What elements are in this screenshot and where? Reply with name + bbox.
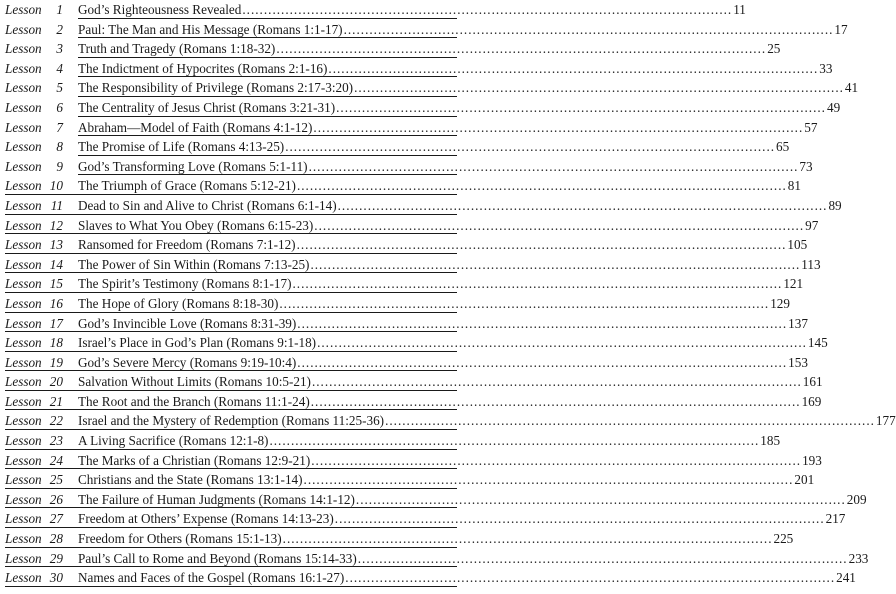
underline-rule	[5, 370, 457, 371]
lesson-number: 25	[49, 472, 63, 488]
lesson-title[interactable]: The Triumph of Grace (Romans 5:12-21)	[78, 178, 296, 194]
lesson-title[interactable]: God’s Righteousness Revealed	[78, 2, 242, 17]
toc-entry[interactable]	[5, 294, 790, 314]
page-number: 217	[825, 511, 846, 527]
toc-entry[interactable]	[5, 509, 846, 529]
toc-entry[interactable]	[5, 353, 808, 373]
toc-entry[interactable]	[5, 0, 746, 20]
page-number: 121	[783, 276, 804, 292]
lesson-word: Lesson	[5, 354, 42, 370]
lesson-number: 12	[49, 217, 63, 233]
page-number: 193	[802, 452, 822, 468]
page-number: 233	[848, 550, 869, 566]
toc-entry[interactable]	[5, 392, 822, 412]
lesson-title[interactable]: The Centrality of Jesus Christ (Romans 3:21-31)	[78, 99, 336, 115]
underline-rule	[78, 57, 457, 58]
underline-rule	[5, 547, 457, 548]
lesson-word: Lesson	[5, 491, 42, 507]
lesson-word: Lesson	[5, 197, 42, 213]
toc-entry[interactable]	[5, 255, 821, 275]
underline-rule	[5, 488, 457, 489]
page-number: 17	[834, 21, 848, 37]
lesson-word: Lesson	[5, 570, 42, 586]
underline-rule	[78, 174, 457, 175]
underline-rule	[5, 429, 457, 430]
lesson-title[interactable]: The Hope of Glory (Romans 8:18-30)	[78, 295, 279, 311]
underline-rule	[78, 155, 457, 156]
lesson-number: 15	[49, 276, 63, 292]
lesson-label	[5, 157, 75, 177]
toc-entry[interactable]	[5, 549, 869, 569]
lesson-number: 20	[49, 374, 63, 390]
lesson-title[interactable]: Names and Faces of the Gospel (Romans 16:1-27)	[78, 570, 345, 586]
toc-entry[interactable]	[5, 490, 867, 510]
lesson-number: 10	[49, 178, 63, 194]
lesson-number: 11	[50, 197, 63, 213]
lesson-number: 3	[56, 41, 63, 57]
lesson-word: Lesson	[5, 550, 42, 566]
lesson-title[interactable]: Freedom for Others (Romans 15:1-13)	[78, 531, 282, 547]
lesson-title[interactable]: Salvation Without Limits (Romans 10:5-21)	[78, 374, 311, 390]
lesson-title[interactable]: Truth and Tragedy (Romans 1:18-32)	[78, 41, 276, 57]
page-number: 97	[805, 217, 819, 233]
underline-rule	[5, 194, 457, 195]
underline-rule	[78, 116, 457, 117]
page-number: 137	[788, 315, 808, 331]
page-number: 153	[788, 354, 808, 370]
underline-rule	[78, 18, 457, 19]
dot-leader	[385, 411, 875, 431]
page-number: 169	[801, 393, 822, 409]
page-number: 73	[799, 158, 813, 174]
lesson-word: Lesson	[5, 80, 42, 96]
lesson-word: Lesson	[5, 531, 42, 547]
underline-rule	[5, 312, 457, 313]
lesson-title[interactable]: The Marks of a Christian (Romans 12:9-21)	[78, 452, 311, 468]
underline-rule	[5, 586, 457, 587]
page-number: 65	[776, 139, 790, 155]
toc-entry[interactable]	[5, 529, 794, 549]
lesson-title[interactable]: Paul: The Man and His Message (Romans 1:1-17)	[78, 21, 343, 37]
toc-entry[interactable]	[5, 59, 833, 79]
lesson-number: 8	[56, 139, 63, 155]
page-number: 105	[787, 237, 808, 253]
page-number: 81	[787, 178, 801, 194]
lesson-label	[5, 59, 75, 79]
underline-rule	[5, 272, 457, 273]
page-number: 241	[836, 570, 856, 586]
underline-rule	[5, 507, 457, 508]
underline-rule	[78, 76, 457, 77]
lesson-label	[5, 0, 75, 20]
lesson-title[interactable]: God’s Severe Mercy (Romans 9:19-10:4)	[78, 354, 297, 370]
lesson-word: Lesson	[5, 393, 42, 409]
toc-entry[interactable]	[5, 333, 828, 353]
lesson-word: Lesson	[5, 2, 42, 17]
lesson-number: 5	[56, 80, 63, 96]
lesson-word: Lesson	[5, 119, 42, 135]
underline-rule	[5, 566, 457, 567]
lesson-word: Lesson	[5, 60, 42, 76]
lesson-word: Lesson	[5, 335, 42, 351]
toc-entry[interactable]	[5, 39, 781, 59]
page-number: 201	[794, 472, 815, 488]
lesson-title[interactable]: Israel’s Place in God’s Plan (Romans 9:1-18)	[78, 335, 317, 351]
toc-entry[interactable]	[5, 137, 790, 157]
lesson-number: 29	[49, 550, 63, 566]
lesson-title[interactable]: Paul’s Call to Rome and Beyond (Romans 15:14-33)	[78, 550, 357, 566]
toc-entry[interactable]	[5, 451, 822, 471]
lesson-label	[5, 78, 75, 98]
underline-rule	[78, 37, 457, 38]
lesson-title[interactable]: The Spirit’s Testimony (Romans 8:1-17)	[78, 276, 292, 292]
lesson-title[interactable]: Dead to Sin and Alive to Christ (Romans 6:1-14)	[78, 197, 337, 213]
lesson-word: Lesson	[5, 139, 42, 155]
lesson-title[interactable]: The Failure of Human Judgments (Romans 14:1-12)	[78, 491, 355, 507]
lesson-label	[5, 137, 75, 157]
page-number: 209	[846, 491, 867, 507]
lesson-word: Lesson	[5, 295, 42, 311]
lesson-number: 1	[56, 2, 63, 17]
underline-rule	[78, 96, 457, 97]
lesson-number: 24	[49, 452, 63, 468]
toc-entry[interactable]	[5, 176, 801, 196]
lesson-number: 14	[49, 256, 63, 272]
lesson-title[interactable]: The Root and the Branch (Romans 11:1-24)	[78, 393, 310, 409]
page-number: 25	[767, 41, 781, 57]
lesson-title[interactable]: The Power of Sin Within (Romans 7:13-25)	[78, 256, 310, 272]
lesson-label	[5, 98, 75, 118]
lesson-title[interactable]: Slaves to What You Obey (Romans 6:15-23)	[78, 217, 314, 233]
lesson-word: Lesson	[5, 374, 42, 390]
lesson-title[interactable]: Abraham—Model of Faith (Romans 4:1-12)	[78, 119, 313, 135]
lesson-number: 13	[49, 237, 63, 253]
lesson-word: Lesson	[5, 21, 42, 37]
lesson-label	[5, 20, 75, 40]
lesson-title[interactable]: The Promise of Life (Romans 4:13-25)	[78, 139, 285, 155]
toc-entry[interactable]	[5, 314, 808, 334]
toc-entry[interactable]	[5, 372, 823, 392]
underline-rule	[5, 351, 457, 352]
page-number: 89	[828, 197, 842, 213]
page-number: 185	[760, 433, 781, 449]
toc-entry[interactable]	[5, 118, 818, 138]
lesson-word: Lesson	[5, 472, 42, 488]
lesson-title[interactable]: The Responsibility of Privilege (Romans 2:17-3:20)	[78, 80, 354, 96]
page-number: 33	[819, 60, 833, 76]
underline-rule	[5, 449, 457, 450]
lesson-title[interactable]: Freedom at Others’ Expense (Romans 14:13-23)	[78, 511, 334, 527]
underline-rule	[5, 409, 457, 410]
page-number: 177	[875, 413, 896, 429]
toc-entry[interactable]	[5, 216, 819, 236]
toc-entry[interactable]	[5, 470, 815, 490]
page-number: 11	[733, 2, 746, 17]
toc-entry[interactable]	[5, 235, 808, 255]
lesson-word: Lesson	[5, 178, 42, 194]
lesson-label	[5, 118, 75, 138]
lesson-number: 18	[49, 335, 63, 351]
lesson-word: Lesson	[5, 413, 42, 429]
lesson-word: Lesson	[5, 511, 42, 527]
lesson-word: Lesson	[5, 276, 42, 292]
page-number: 49	[826, 99, 841, 115]
lesson-label	[5, 39, 75, 59]
toc-entry[interactable]	[5, 157, 813, 177]
lesson-word: Lesson	[5, 237, 42, 253]
lesson-number: 21	[49, 393, 63, 409]
lesson-number: 19	[49, 354, 63, 370]
lesson-title[interactable]: Christians and the State (Romans 13:1-14)	[78, 472, 303, 488]
page-number: 145	[807, 335, 828, 351]
page-number: 225	[773, 531, 794, 547]
underline-rule	[5, 390, 457, 391]
lesson-number: 28	[49, 531, 63, 547]
lesson-word: Lesson	[5, 433, 42, 449]
underline-rule	[5, 527, 457, 528]
underline-rule	[5, 292, 457, 293]
lesson-title[interactable]: Israel and the Mystery of Redemption (Romans 11:25-36)	[78, 413, 385, 429]
underline-rule	[5, 253, 457, 254]
lesson-number: 23	[49, 433, 63, 449]
page-number: 161	[802, 374, 823, 390]
lesson-title[interactable]: A Living Sacrifice (Romans 12:1-8)	[78, 433, 269, 449]
table-of-contents	[5, 0, 896, 588]
lesson-word: Lesson	[5, 315, 42, 331]
toc-entry[interactable]	[5, 98, 841, 118]
underline-rule	[78, 135, 457, 136]
lesson-title[interactable]: Ransomed for Freedom (Romans 7:1-12)	[78, 237, 296, 253]
lesson-title[interactable]: God’s Invincible Love (Romans 8:31-39)	[78, 315, 297, 331]
lesson-word: Lesson	[5, 99, 42, 115]
underline-rule	[5, 233, 457, 234]
lesson-number: 4	[56, 60, 63, 76]
underline-rule	[5, 468, 457, 469]
page-number: 41	[844, 80, 859, 96]
lesson-title[interactable]: The Indictment of Hypocrites (Romans 2:1-16)	[78, 60, 328, 76]
page-number: 129	[770, 295, 790, 311]
lesson-number: 26	[49, 491, 63, 507]
toc-entry[interactable]	[5, 411, 896, 431]
lesson-number: 6	[56, 99, 63, 115]
underline-rule	[5, 331, 457, 332]
lesson-number: 9	[56, 158, 63, 174]
toc-entry[interactable]	[5, 568, 856, 588]
lesson-number: 2	[56, 21, 63, 37]
underline-rule	[5, 214, 457, 215]
toc-entry[interactable]	[5, 274, 804, 294]
toc-entry[interactable]	[5, 431, 781, 451]
lesson-number: 27	[49, 511, 63, 527]
toc-entry[interactable]	[5, 20, 848, 40]
lesson-number: 22	[49, 413, 63, 429]
page-number: 57	[804, 119, 818, 135]
lesson-word: Lesson	[5, 41, 42, 57]
lesson-word: Lesson	[5, 452, 42, 468]
lesson-word: Lesson	[5, 158, 42, 174]
lesson-number: 17	[49, 315, 63, 331]
lesson-number: 16	[49, 295, 63, 311]
toc-entry[interactable]	[5, 196, 842, 216]
lesson-title[interactable]: God’s Transforming Love (Romans 5:1-11)	[78, 158, 308, 174]
lesson-word: Lesson	[5, 217, 42, 233]
toc-entry[interactable]	[5, 78, 859, 98]
lesson-number: 30	[49, 570, 63, 586]
page-number: 113	[801, 256, 821, 272]
lesson-number: 7	[56, 119, 63, 135]
lesson-word: Lesson	[5, 256, 42, 272]
